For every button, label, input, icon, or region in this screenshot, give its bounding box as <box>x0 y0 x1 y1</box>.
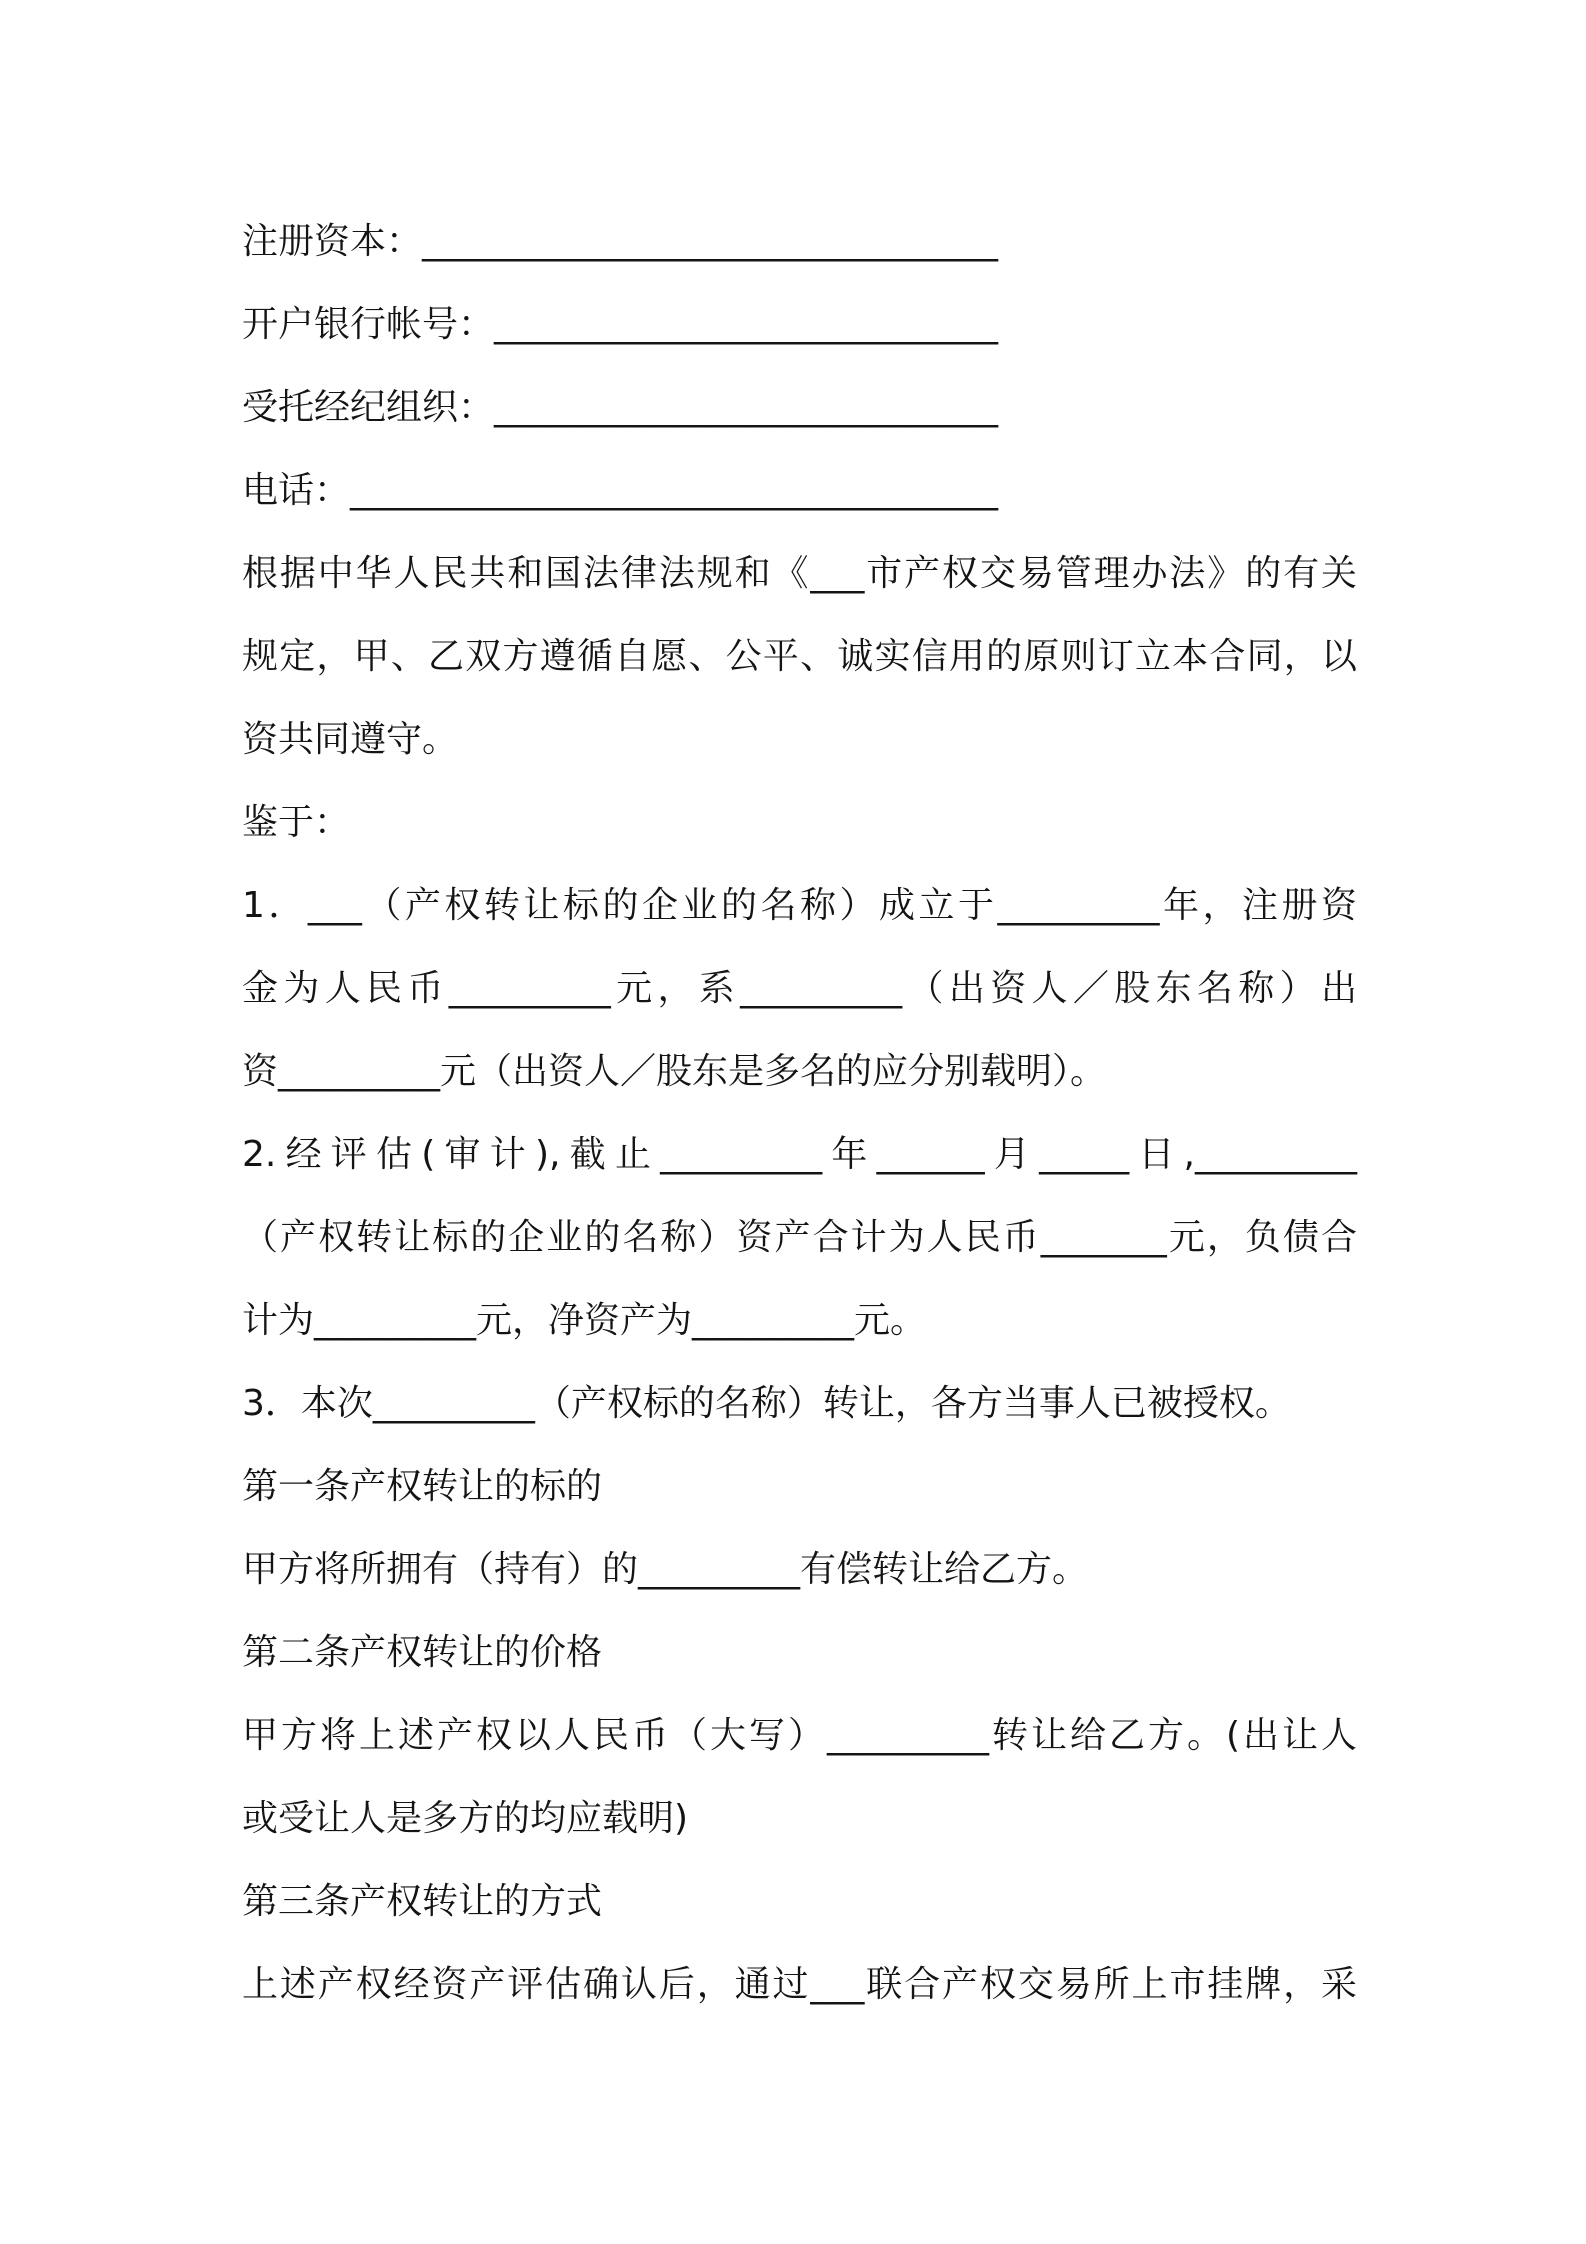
article-3-heading: 第三条产权转让的方式 <box>242 1881 603 1922</box>
preamble-line-3: 资共同遵守。 <box>242 719 459 760</box>
broker-org-line: 受托经纪组织：____________________________ <box>242 387 999 428</box>
article-3-body-line-1: 上述产权经资产评估确认后，通过___联合产权交易所上市挂牌，采 <box>242 1964 1357 2005</box>
preamble-line-2: 规定，甲、乙双方遵循自愿、公平、诚实信用的原则订立本合同，以 <box>242 636 1357 677</box>
whereas-1-line-2: 金为人民币_________元，系_________（出资人／股东名称）出 <box>242 968 1357 1009</box>
phone-line: 电话：____________________________________ <box>242 470 999 511</box>
whereas-heading: 鉴于： <box>242 802 351 843</box>
whereas-1-line-3: 资_________元（出资人／股东是多名的应分别载明）。 <box>242 1051 1107 1092</box>
whereas-1-line-1: 1．___（产权转让标的企业的名称）成立于_________年，注册资 <box>242 885 1357 926</box>
contract-body <box>242 200 1357 2026</box>
article-2-heading: 第二条产权转让的价格 <box>242 1632 603 1673</box>
whereas-2-line-3: 计为_________元，净资产为_________元。 <box>242 1300 927 1341</box>
article-1-heading: 第一条产权转让的标的 <box>242 1466 603 1507</box>
registered-capital-line: 注册资本：________________________________ <box>242 221 999 262</box>
article-2-body-line-1: 甲方将上述产权以人民币（大写）_________转让给乙方。(出让人 <box>242 1715 1357 1756</box>
article-2-body-line-2: 或受让人是多方的均应载明) <box>242 1798 689 1839</box>
whereas-3-line: 3．本次_________（产权标的名称）转让，各方当事人已被授权。 <box>242 1383 1291 1424</box>
whereas-2-line-2: （产权转让标的企业的名称）资产合计为人民币_______元，负债合 <box>242 1217 1357 1258</box>
whereas-2-line-1: 2.经评估(审计),截止_________年______月_____日,_________ <box>242 1134 1357 1175</box>
bank-account-line: 开户银行帐号：____________________________ <box>242 304 999 345</box>
preamble-line-1: 根据中华人民共和国法律法规和《___市产权交易管理办法》的有关 <box>242 553 1357 594</box>
article-1-body: 甲方将所拥有（持有）的_________有偿转让给乙方。 <box>242 1549 1089 1590</box>
